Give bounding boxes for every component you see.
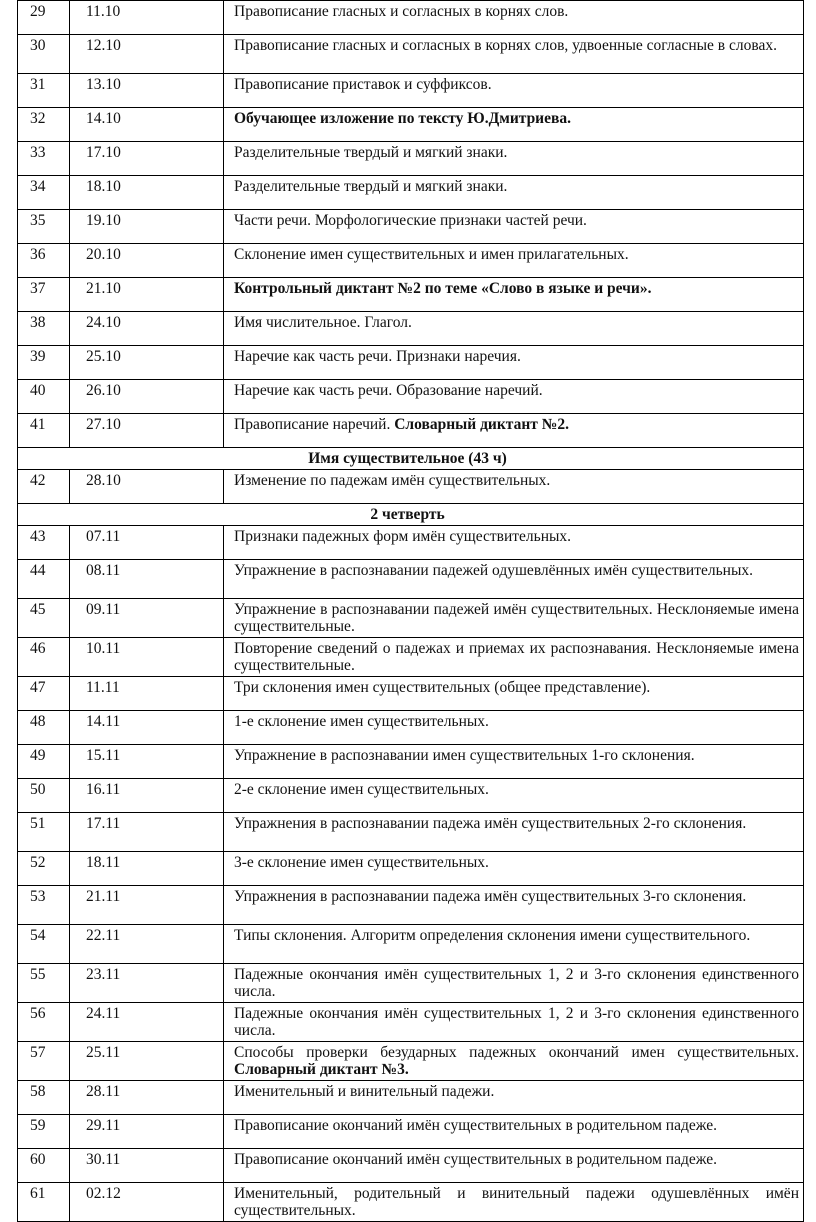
lesson-date: 21.10 — [70, 278, 224, 312]
lesson-topic-text: Правописание гласных и согласных в корнях слов. — [234, 3, 569, 20]
table-row — [18, 599, 804, 638]
lesson-number: 58 — [18, 1081, 70, 1115]
lesson-topic-bold: Словарный диктант №2. — [394, 416, 569, 433]
table-row — [18, 380, 804, 414]
lesson-date: 30.11 — [70, 1149, 224, 1183]
section-header-row — [18, 504, 804, 526]
table-row — [18, 1149, 804, 1183]
lesson-topic — [224, 1183, 804, 1222]
lesson-topic-text: Склонение имен существительных и имен прилагательных. — [234, 246, 629, 263]
lesson-topic — [224, 470, 804, 504]
table-row — [18, 813, 804, 852]
lesson-topic-bold: Словарный диктант №3. — [234, 1061, 409, 1078]
lesson-topic-text: Падежные окончания имён существительных 1, 2 и 3-го склонения единственного числа. — [234, 1005, 799, 1039]
lesson-date: 17.10 — [70, 142, 224, 176]
lesson-topic-text: Наречие как часть речи. Образование наречий. — [234, 382, 543, 399]
lesson-date: 26.10 — [70, 380, 224, 414]
lesson-number: 40 — [18, 380, 70, 414]
lesson-topic-text: 3-е склонение имен существительных. — [234, 854, 489, 871]
table-row — [18, 1081, 804, 1115]
lesson-date: 22.11 — [70, 925, 224, 964]
lesson-topic — [224, 560, 804, 599]
table-row — [18, 560, 804, 599]
table-row — [18, 638, 804, 677]
lesson-topic — [224, 599, 804, 638]
lesson-date: 24.10 — [70, 312, 224, 346]
lesson-topic — [224, 312, 804, 346]
lesson-topic — [224, 142, 804, 176]
lesson-topic — [224, 176, 804, 210]
lesson-topic-text: Именительный, родительный и винительный падежи одушевлённых имён существительных. — [234, 1185, 799, 1219]
lesson-date: 15.11 — [70, 745, 224, 779]
lesson-topic — [224, 1042, 804, 1081]
lesson-topic-text: Упражнение в распознавании падежей имён существительных. Несклоняемые имена существительные. — [234, 601, 799, 635]
lesson-number: 46 — [18, 638, 70, 677]
table-row — [18, 711, 804, 745]
table-row — [18, 526, 804, 560]
lesson-number: 43 — [18, 526, 70, 560]
lesson-number: 48 — [18, 711, 70, 745]
lesson-plan-page — [17, 0, 803, 1222]
table-row — [18, 346, 804, 380]
lesson-topic-text: Изменение по падежам имён существительных. — [234, 472, 551, 489]
table-row — [18, 745, 804, 779]
table-row — [18, 886, 804, 925]
table-row — [18, 312, 804, 346]
lesson-topic-text: 1-е склонение имен существительных. — [234, 713, 489, 730]
lesson-topic — [224, 210, 804, 244]
lesson-topic-text: Имя числительное. Глагол. — [234, 314, 412, 331]
lesson-topic — [224, 852, 804, 886]
lesson-topic-text: 2-е склонение имен существительных. — [234, 781, 489, 798]
lesson-topic-text: Признаки падежных форм имён существительных. — [234, 528, 572, 545]
lesson-topic — [224, 526, 804, 560]
lesson-number: 60 — [18, 1149, 70, 1183]
lesson-topic-text: Правописание окончаний имён существительных в родительном падеже. — [234, 1151, 717, 1168]
lesson-date: 11.11 — [70, 677, 224, 711]
lesson-topic — [224, 886, 804, 925]
lesson-number: 55 — [18, 964, 70, 1003]
table-row — [18, 964, 804, 1003]
table-row — [18, 779, 804, 813]
lesson-date: 21.11 — [70, 886, 224, 925]
lesson-topic — [224, 638, 804, 677]
table-row — [18, 176, 804, 210]
table-row — [18, 74, 804, 108]
lesson-date: 14.10 — [70, 108, 224, 142]
lesson-number: 53 — [18, 886, 70, 925]
table-row — [18, 414, 804, 448]
table-row — [18, 35, 804, 74]
lesson-topic-text: Упражнения в распознавании падежа имён существительных 2-го склонения. — [234, 815, 747, 832]
lesson-topic — [224, 108, 804, 142]
lesson-topic — [224, 964, 804, 1003]
lesson-number: 41 — [18, 414, 70, 448]
lesson-topic-bold: Контрольный диктант №2 по теме «Слово в языке и речи». — [234, 280, 652, 297]
lesson-topic-text: Разделительные твердый и мягкий знаки. — [234, 178, 508, 195]
lesson-topic — [224, 35, 804, 74]
lesson-topic — [224, 278, 804, 312]
lesson-topic-text: Наречие как часть речи. Признаки наречия. — [234, 348, 521, 365]
lesson-plan-table — [17, 0, 804, 1222]
lesson-date: 17.11 — [70, 813, 224, 852]
lesson-date: 28.10 — [70, 470, 224, 504]
table-row — [18, 1003, 804, 1042]
lesson-number: 51 — [18, 813, 70, 852]
lesson-topic-text: Правописание окончаний имён существительных в родительном падеже. — [234, 1117, 717, 1134]
lesson-topic — [224, 677, 804, 711]
lesson-number: 47 — [18, 677, 70, 711]
lesson-topic-text: Типы склонения. Алгоритм определения склонения имени существительного. — [234, 927, 751, 944]
lesson-topic-text: Упражнение в распознавании падежей одушевлённых имён существительных. — [234, 562, 754, 579]
lesson-date: 10.11 — [70, 638, 224, 677]
lesson-topic-text: Упражнение в распознавании имен существительных 1-го склонения. — [234, 747, 695, 764]
lesson-topic-text: Упражнения в распознавании падежа имён существительных 3-го склонения. — [234, 888, 747, 905]
lesson-date: 09.11 — [70, 599, 224, 638]
lesson-date: 19.10 — [70, 210, 224, 244]
lesson-number: 37 — [18, 278, 70, 312]
lesson-topic — [224, 813, 804, 852]
lesson-topic — [224, 414, 804, 448]
lesson-number: 57 — [18, 1042, 70, 1081]
table-row — [18, 108, 804, 142]
lesson-topic — [224, 925, 804, 964]
lesson-date: 14.11 — [70, 711, 224, 745]
lesson-topic — [224, 1, 804, 35]
lesson-topic — [224, 1081, 804, 1115]
lesson-date: 02.12 — [70, 1183, 224, 1222]
lesson-date: 13.10 — [70, 74, 224, 108]
lesson-date: 18.10 — [70, 176, 224, 210]
table-row — [18, 210, 804, 244]
lesson-topic-text: Части речи. Морфологические признаки частей речи. — [234, 212, 587, 229]
lesson-number: 36 — [18, 244, 70, 278]
lesson-topic-text: Способы проверки безударных падежных окончаний имен существительных. — [234, 1044, 799, 1061]
lesson-topic — [224, 1003, 804, 1042]
lesson-number: 52 — [18, 852, 70, 886]
lesson-number: 50 — [18, 779, 70, 813]
lesson-number: 32 — [18, 108, 70, 142]
lesson-number: 56 — [18, 1003, 70, 1042]
lesson-date: 16.11 — [70, 779, 224, 813]
lesson-number: 30 — [18, 35, 70, 74]
section-title: 2 четверть — [18, 504, 804, 526]
table-row — [18, 925, 804, 964]
table-row — [18, 1115, 804, 1149]
lesson-plan-body — [18, 1, 804, 1222]
table-row — [18, 142, 804, 176]
table-row — [18, 244, 804, 278]
lesson-date: 29.11 — [70, 1115, 224, 1149]
lesson-topic — [224, 346, 804, 380]
lesson-topic — [224, 1115, 804, 1149]
lesson-number: 29 — [18, 1, 70, 35]
lesson-number: 44 — [18, 560, 70, 599]
lesson-date: 25.11 — [70, 1042, 224, 1081]
table-row — [18, 470, 804, 504]
table-row — [18, 1, 804, 35]
lesson-number: 45 — [18, 599, 70, 638]
lesson-date: 07.11 — [70, 526, 224, 560]
lesson-date: 25.10 — [70, 346, 224, 380]
lesson-topic-bold: Обучающее изложение по тексту Ю.Дмитриева. — [234, 110, 571, 127]
lesson-number: 34 — [18, 176, 70, 210]
lesson-number: 38 — [18, 312, 70, 346]
lesson-topic-text: Повторение сведений о падежах и приемах их распознавания. Несклоняемые имена существительные. — [234, 640, 799, 674]
lesson-topic-text: Три склонения имен существительных (общее представление). — [234, 679, 651, 696]
lesson-number: 39 — [18, 346, 70, 380]
lesson-number: 35 — [18, 210, 70, 244]
lesson-topic-text: Правописание наречий. — [234, 416, 395, 433]
lesson-topic — [224, 745, 804, 779]
lesson-number: 59 — [18, 1115, 70, 1149]
lesson-number: 33 — [18, 142, 70, 176]
lesson-topic — [224, 244, 804, 278]
lesson-topic-text: Именительный и винительный падежи. — [234, 1083, 495, 1100]
lesson-date: 24.11 — [70, 1003, 224, 1042]
table-row — [18, 852, 804, 886]
lesson-number: 54 — [18, 925, 70, 964]
lesson-number: 31 — [18, 74, 70, 108]
section-header-row — [18, 448, 804, 470]
table-row — [18, 1042, 804, 1081]
lesson-date: 11.10 — [70, 1, 224, 35]
lesson-topic — [224, 1149, 804, 1183]
lesson-topic-text: Правописание приставок и суффиксов. — [234, 76, 492, 93]
lesson-topic — [224, 779, 804, 813]
lesson-topic-text: Падежные окончания имён существительных 1, 2 и 3-го склонения единственного числа. — [234, 966, 799, 1000]
lesson-number: 42 — [18, 470, 70, 504]
lesson-date: 20.10 — [70, 244, 224, 278]
lesson-topic — [224, 380, 804, 414]
lesson-topic — [224, 711, 804, 745]
table-row — [18, 278, 804, 312]
lesson-topic — [224, 74, 804, 108]
table-row — [18, 677, 804, 711]
lesson-date: 27.10 — [70, 414, 224, 448]
lesson-date: 23.11 — [70, 964, 224, 1003]
lesson-date: 18.11 — [70, 852, 224, 886]
lesson-topic-text: Разделительные твердый и мягкий знаки. — [234, 144, 508, 161]
lesson-topic-text: Правописание гласных и согласных в корнях слов, удвоенные согласные в словах. — [234, 37, 777, 54]
lesson-date: 08.11 — [70, 560, 224, 599]
lesson-date: 28.11 — [70, 1081, 224, 1115]
lesson-number: 61 — [18, 1183, 70, 1222]
table-row — [18, 1183, 804, 1222]
section-title: Имя существительное (43 ч) — [18, 448, 804, 470]
lesson-date: 12.10 — [70, 35, 224, 74]
lesson-number: 49 — [18, 745, 70, 779]
